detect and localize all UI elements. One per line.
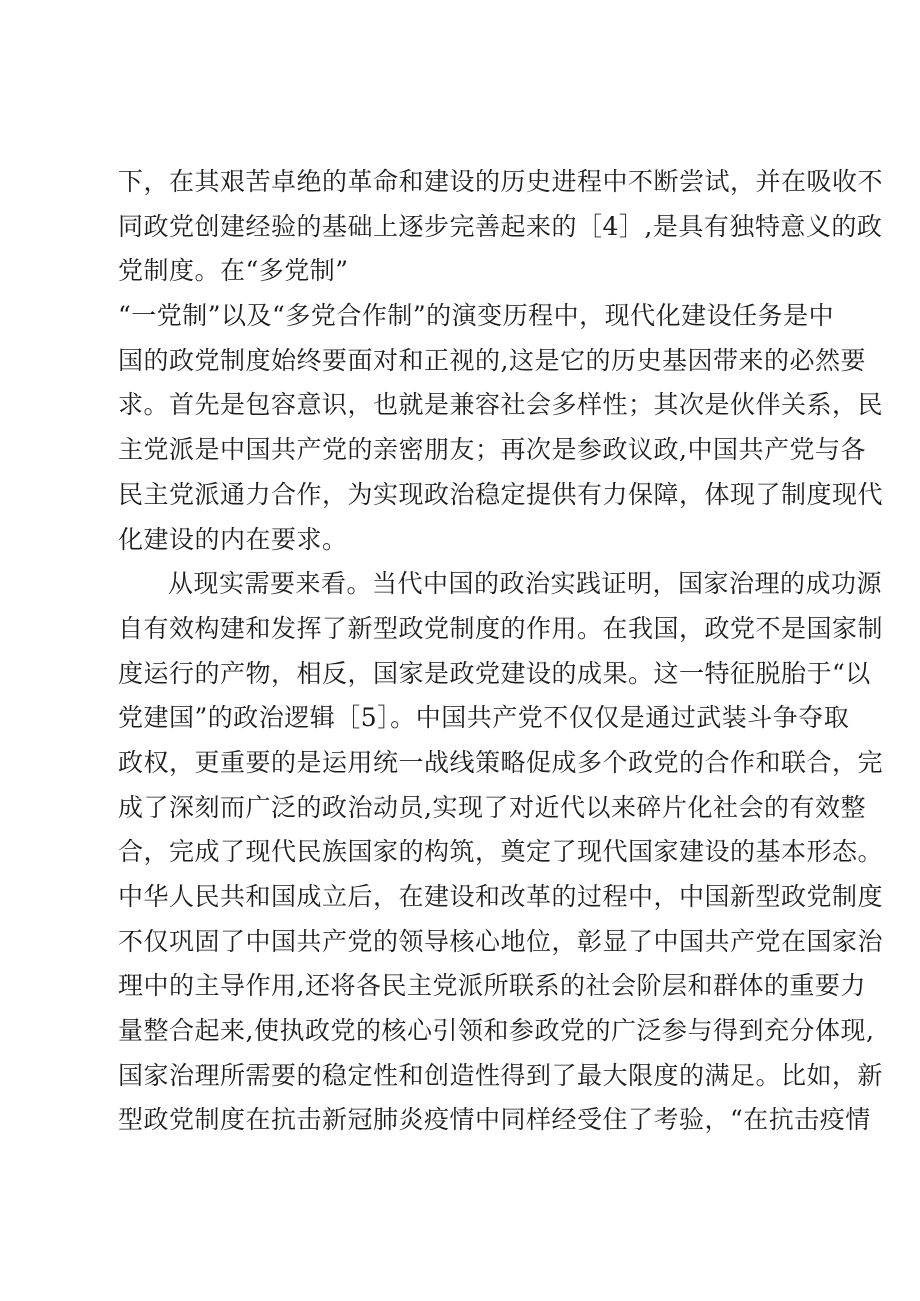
text-line: 政权，更重要的是运用统一战线策略促成多个政党的合作和联合，完 xyxy=(118,747,884,777)
text-line: 国的政党制度始终要面对和正视的,这是它的历史基因带来的必然要 xyxy=(118,345,866,375)
body-text xyxy=(118,160,884,1143)
text-line: 下，在其艰苦卓绝的革命和建设的历史进程中不断尝试，并在吸收不 xyxy=(118,167,884,196)
text-line: 党制度。在“多党制” xyxy=(118,256,349,286)
text-line: 党建国”的政治逻辑［5］。中国共产党不仅仅是通过武装斗争夺取 xyxy=(118,703,850,733)
text-line: 成了深刻而广泛的政治动员,实现了对近代以来碎片化社会的有效整 xyxy=(118,792,866,822)
text-line: 求。首先是包容意识，也就是兼容社会多样性；其次是伙伴关系，民 xyxy=(118,390,884,420)
text-line: 中华人民共和国成立后，在建设和改革的过程中，中国新型政党制度 xyxy=(118,882,884,911)
text-line: 理中的主导作用,还将各民主党派所联系的社会阶层和群体的重要力 xyxy=(118,971,866,1001)
text-line: 主党派是中国共产党的亲密朋友；再次是参政议政,中国共产党与各 xyxy=(118,435,866,465)
text-line: 民主党派通力合作，为实现政治稳定提供有力保障，体现了制度现代 xyxy=(118,479,884,509)
text-line: 量整合起来,使执政党的核心引领和参政党的广泛参与得到充分体现, xyxy=(118,1016,875,1046)
text-line: 度运行的产物，相反，国家是政党建设的成果。这一特征脱胎于“以 xyxy=(118,658,871,688)
text-line: 同政党创建经验的基础上逐步完善起来的［4］,是具有独特意义的政 xyxy=(118,211,883,241)
text-line: 从现实需要来看。当代中国的政治实践证明，国家治理的成功源 xyxy=(168,569,883,599)
text-line: 合，完成了现代民族国家的构筑，奠定了现代国家建设的基本形态。 xyxy=(118,837,884,867)
text-line: 化建设的内在要求。 xyxy=(118,524,348,554)
text-line: 自有效构建和发挥了新型政党制度的作用。在我国，政党不是国家制 xyxy=(118,613,884,643)
text-line: 国家治理所需要的稳定性和创造性得到了最大限度的满足。比如，新 xyxy=(118,1060,884,1090)
text-line: 型政党制度在抗击新冠肺炎疫情中同样经受住了考验，“在抗击疫情 xyxy=(118,1105,871,1135)
text-line: 不仅巩固了中国共产党的领导核心地位，彰显了中国共产党在国家治 xyxy=(118,926,884,956)
text-line: “一党制”以及“多党合作制”的演变历程中，现代化建设任务是中 xyxy=(118,301,835,331)
